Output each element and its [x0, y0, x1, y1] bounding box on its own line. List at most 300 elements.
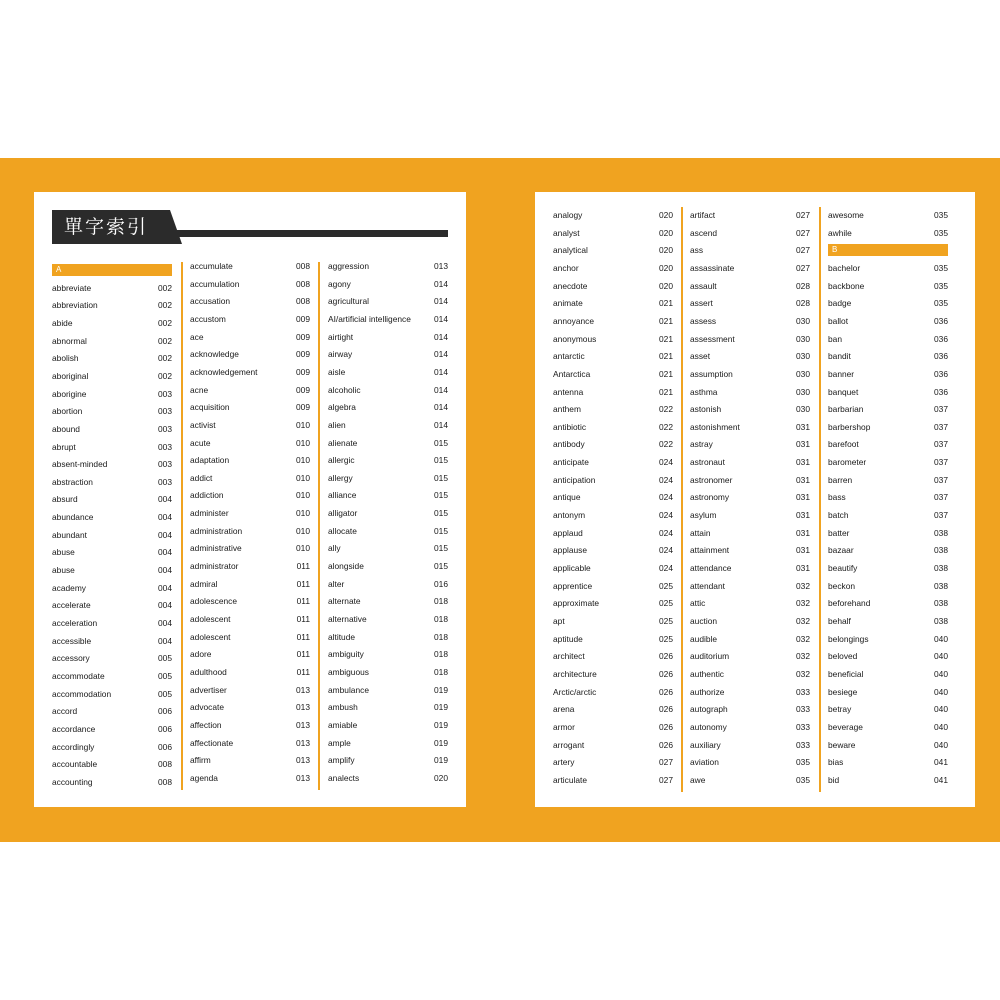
index-entry	[328, 664, 448, 680]
entry-page-number: 006	[158, 723, 172, 734]
index-entry	[690, 331, 810, 347]
entry-page-number: 024	[659, 527, 673, 538]
entry-word: activist	[190, 419, 216, 430]
entry-page-number: 014	[434, 366, 448, 377]
entry-word: assumption	[690, 368, 733, 379]
entry-word: bass	[828, 492, 846, 503]
index-entry	[828, 737, 948, 753]
entry-word: auxiliary	[690, 739, 721, 750]
index-entry	[690, 472, 810, 488]
index-entry	[553, 313, 673, 329]
index-entry	[328, 699, 448, 715]
entry-word: agony	[328, 278, 351, 289]
entry-word: antique	[553, 492, 581, 503]
entry-word: alcoholic	[328, 384, 361, 395]
entry-page-number: 011	[296, 561, 310, 572]
index-entry	[553, 472, 673, 488]
entry-word: astonish	[690, 404, 722, 415]
entry-word: attic	[690, 598, 706, 609]
entry-word: anchor	[553, 262, 579, 273]
entry-word: apt	[553, 615, 565, 626]
index-entry	[553, 578, 673, 594]
entry-page-number: 003	[158, 423, 172, 434]
index-entry	[190, 417, 310, 433]
entry-word: astronomer	[690, 474, 733, 485]
index-entry	[328, 311, 448, 327]
index-entry	[553, 454, 673, 470]
entry-page-number: 014	[434, 349, 448, 360]
index-entry	[690, 631, 810, 647]
entry-word: ace	[190, 331, 204, 342]
index-entry	[328, 593, 448, 609]
entry-page-number: 041	[934, 757, 948, 768]
entry-word: ambulance	[328, 684, 369, 695]
entry-page-number: 035	[796, 774, 810, 785]
entry-word: beware	[828, 739, 856, 750]
entry-page-number: 038	[934, 563, 948, 573]
entry-page-number: 036	[934, 351, 948, 362]
entry-page-number: 030	[796, 404, 810, 415]
index-entry	[690, 225, 810, 241]
index-entry	[553, 278, 673, 294]
index-entry	[190, 470, 310, 486]
index-entry	[690, 313, 810, 329]
entry-page-number: 035	[796, 757, 810, 768]
entry-page-number: 031	[796, 527, 810, 538]
index-entry	[828, 754, 948, 770]
entry-page-number: 009	[296, 384, 310, 395]
index-entry	[190, 735, 310, 751]
entry-page-number: 002	[158, 317, 172, 328]
entry-page-number: 002	[158, 335, 172, 346]
entry-page-number: 025	[659, 615, 673, 626]
entry-word: acceleration	[52, 618, 98, 628]
entry-word: antibiotic	[553, 421, 587, 432]
entry-word: affection	[190, 719, 222, 730]
entry-page-number: 013	[296, 772, 310, 783]
entry-word: autonomy	[690, 721, 727, 732]
entry-word: articulate	[553, 774, 587, 785]
entry-word: abortion	[52, 406, 83, 417]
entry-page-number: 005	[158, 653, 172, 664]
entry-word: abbreviation	[52, 300, 98, 311]
entry-page-number: 009	[296, 331, 310, 342]
entry-page-number: 014	[434, 278, 448, 289]
entry-word: analects	[328, 772, 360, 783]
entry-page-number: 026	[659, 739, 673, 750]
index-entry	[52, 333, 172, 349]
entry-word: airway	[328, 349, 353, 360]
index-entry	[190, 364, 310, 380]
entry-page-number: 013	[296, 737, 310, 748]
entry-word: authorize	[690, 686, 725, 697]
entry-page-number: 019	[434, 755, 448, 766]
entry-page-number: 018	[434, 666, 448, 677]
entry-word: abbreviate	[52, 282, 92, 293]
entry-page-number: 008	[158, 759, 172, 770]
index-entry	[828, 631, 948, 647]
index-entry	[553, 225, 673, 241]
entry-word: assault	[690, 280, 717, 291]
entry-page-number: 032	[796, 615, 810, 626]
index-entry	[553, 489, 673, 505]
entry-word: accustom	[190, 313, 226, 324]
index-entry	[328, 646, 448, 662]
entry-word: analogy	[553, 210, 583, 220]
index-entry	[52, 527, 172, 543]
entry-page-number: 002	[158, 353, 172, 364]
entry-word: antonym	[553, 510, 586, 521]
entry-page-number: 014	[434, 313, 448, 324]
index-entry	[190, 593, 310, 609]
entry-page-number: 011	[296, 649, 310, 660]
entry-word: aviation	[690, 757, 719, 768]
entry-word: ambiguity	[328, 649, 364, 660]
entry-page-number: 030	[796, 333, 810, 344]
entry-page-number: 015	[434, 525, 448, 536]
index-entry	[190, 329, 310, 345]
entry-word: accessory	[52, 653, 90, 664]
index-entry	[690, 295, 810, 311]
entry-page-number: 035	[934, 262, 948, 273]
index-entry	[690, 242, 810, 258]
column-divider	[681, 207, 683, 792]
index-entry	[328, 611, 448, 627]
index-entry	[690, 507, 810, 523]
index-entry	[553, 401, 673, 417]
index-entry	[190, 611, 310, 627]
entry-word: amiable	[328, 719, 358, 730]
index-entry	[52, 280, 172, 296]
index-entry	[553, 701, 673, 717]
index-entry	[52, 474, 172, 490]
entry-word: beverage	[828, 721, 863, 732]
entry-page-number: 009	[296, 402, 310, 413]
index-entry	[553, 366, 673, 382]
entry-word: badge	[828, 298, 852, 309]
entry-page-number: 027	[796, 210, 810, 220]
entry-word: adulthood	[190, 666, 227, 677]
index-entry	[328, 382, 448, 398]
entry-page-number: 035	[934, 210, 948, 220]
entry-page-number: 031	[796, 510, 810, 521]
entry-word: alternative	[328, 614, 367, 624]
entry-word: accelerate	[52, 600, 91, 611]
index-entry	[190, 576, 310, 592]
entry-word: astray	[690, 439, 713, 450]
entry-word: analytical	[553, 245, 588, 256]
index-entry	[690, 719, 810, 735]
index-entry	[828, 401, 948, 417]
entry-word: antibody	[553, 439, 585, 450]
entry-page-number: 032	[796, 633, 810, 644]
index-entry	[328, 735, 448, 751]
index-entry	[190, 293, 310, 309]
entry-word: analyst	[553, 227, 580, 238]
entry-page-number: 020	[659, 262, 673, 273]
entry-page-number: 004	[158, 529, 172, 540]
entry-word: apprentice	[553, 580, 593, 591]
index-entry	[553, 348, 673, 364]
index-entry	[553, 507, 673, 523]
entry-word: accumulate	[190, 261, 233, 271]
index-entry	[52, 386, 172, 402]
entry-page-number: 027	[659, 757, 673, 768]
index-entry	[690, 260, 810, 276]
index-entry	[190, 540, 310, 556]
entry-word: alienate	[328, 437, 358, 448]
entry-word: agenda	[190, 772, 218, 783]
index-entry	[828, 384, 948, 400]
entry-word: barbershop	[828, 421, 871, 432]
entry-page-number: 027	[796, 262, 810, 273]
index-entry	[328, 629, 448, 645]
entry-page-number: 024	[659, 492, 673, 503]
entry-page-number: 032	[796, 598, 810, 609]
index-entry	[328, 258, 448, 274]
entry-word: applicable	[553, 563, 591, 573]
entry-word: affirm	[190, 755, 211, 766]
index-entry	[190, 682, 310, 698]
index-entry	[52, 721, 172, 737]
entry-word: adolescent	[190, 631, 231, 642]
index-entry	[52, 403, 172, 419]
index-entry	[553, 737, 673, 753]
index-entry	[690, 207, 810, 223]
right-index-page	[535, 192, 975, 807]
entry-word: addict	[190, 472, 213, 483]
entry-word: beneficial	[828, 668, 864, 679]
entry-word: antenna	[553, 386, 584, 397]
entry-word: alliance	[328, 490, 357, 501]
index-entry	[190, 752, 310, 768]
index-entry	[828, 542, 948, 558]
entry-page-number: 014	[434, 402, 448, 413]
entry-word: abnormal	[52, 335, 87, 346]
entry-page-number: 036	[934, 386, 948, 397]
entry-word: accordingly	[52, 741, 95, 752]
entry-word: auditorium	[690, 651, 730, 662]
entry-word: architect	[553, 651, 585, 662]
entry-word: approximate	[553, 598, 600, 609]
index-entry	[553, 648, 673, 664]
entry-page-number: 037	[934, 492, 948, 503]
entry-page-number: 004	[158, 547, 172, 558]
index-entry	[52, 509, 172, 525]
entry-word: ambiguous	[328, 666, 369, 677]
entry-page-number: 011	[296, 614, 310, 624]
entry-page-number: 009	[296, 313, 310, 324]
entry-page-number: 010	[296, 490, 310, 501]
index-entry	[328, 399, 448, 415]
entry-page-number: 031	[796, 421, 810, 432]
entry-page-number: 035	[934, 227, 948, 238]
index-entry	[190, 699, 310, 715]
entry-word: ascend	[690, 227, 718, 238]
index-entry	[52, 580, 172, 596]
entry-page-number: 018	[434, 614, 448, 624]
entry-word: behalf	[828, 615, 851, 626]
index-entry	[553, 295, 673, 311]
entry-word: altitude	[328, 631, 356, 642]
index-entry	[828, 472, 948, 488]
entry-page-number: 026	[659, 721, 673, 732]
entry-page-number: 040	[934, 633, 948, 644]
entry-word: abuse	[52, 547, 75, 558]
index-entry	[52, 756, 172, 772]
entry-word: auction	[690, 615, 718, 626]
index-entry	[690, 348, 810, 364]
index-entry	[328, 346, 448, 362]
entry-word: ally	[328, 543, 341, 554]
entry-page-number: 013	[296, 719, 310, 730]
entry-page-number: 015	[434, 437, 448, 448]
entry-word: assert	[690, 298, 713, 309]
entry-word: beforehand	[828, 598, 871, 609]
entry-word: ample	[328, 737, 351, 748]
entry-page-number: 004	[158, 494, 172, 505]
entry-word: aboriginal	[52, 370, 89, 381]
entry-page-number: 015	[434, 490, 448, 501]
index-entry	[690, 542, 810, 558]
index-entry	[553, 525, 673, 541]
entry-word: abrupt	[52, 441, 76, 452]
entry-page-number: 041	[934, 774, 948, 785]
entry-word: attain	[690, 527, 711, 538]
entry-page-number: 026	[659, 651, 673, 662]
index-entry	[52, 544, 172, 560]
entry-page-number: 031	[796, 492, 810, 503]
entry-page-number: 004	[158, 582, 172, 593]
index-entry	[190, 311, 310, 327]
entry-word: anthem	[553, 404, 581, 415]
entry-word: absent-minded	[52, 459, 108, 470]
index-entry	[190, 258, 310, 274]
index-entry	[52, 368, 172, 384]
entry-word: academy	[52, 582, 86, 593]
index-entry	[328, 576, 448, 592]
entry-word: airtight	[328, 331, 354, 342]
entry-page-number: 006	[158, 706, 172, 717]
entry-word: advocate	[190, 702, 224, 713]
entry-word: banquet	[828, 386, 859, 397]
index-entry	[690, 595, 810, 611]
entry-page-number: 003	[158, 441, 172, 452]
entry-page-number: 036	[934, 368, 948, 379]
index-entry	[52, 562, 172, 578]
entry-page-number: 018	[434, 596, 448, 607]
entry-page-number: 010	[296, 543, 310, 554]
entry-word: beckon	[828, 580, 856, 591]
index-entry	[190, 346, 310, 362]
entry-page-number: 025	[659, 633, 673, 644]
entry-page-number: 026	[659, 668, 673, 679]
entry-word: ban	[828, 333, 842, 344]
entry-page-number: 005	[158, 670, 172, 681]
entry-word: artery	[553, 757, 575, 768]
entry-word: barefoot	[828, 439, 859, 450]
index-entry	[52, 491, 172, 507]
index-entry	[553, 331, 673, 347]
entry-word: awesome	[828, 210, 864, 220]
entry-word: anecdote	[553, 280, 588, 291]
entry-word: advertiser	[190, 684, 227, 695]
entry-word: assassinate	[690, 262, 735, 273]
entry-page-number: 027	[796, 245, 810, 256]
entry-page-number: 024	[659, 457, 673, 468]
entry-page-number: 022	[659, 421, 673, 432]
index-entry	[553, 560, 673, 576]
index-entry	[690, 613, 810, 629]
entry-page-number: 014	[434, 419, 448, 430]
index-entry	[553, 684, 673, 700]
entry-word: batter	[828, 527, 850, 538]
entry-word: bazaar	[828, 545, 854, 556]
index-entry	[690, 454, 810, 470]
index-entry	[328, 470, 448, 486]
index-entry	[52, 315, 172, 331]
entry-page-number: 026	[659, 704, 673, 715]
entry-page-number: 003	[158, 388, 172, 399]
entry-word: arena	[553, 704, 575, 715]
index-entry	[828, 331, 948, 347]
entry-page-number: 032	[796, 580, 810, 591]
entry-page-number: 013	[296, 702, 310, 713]
entry-page-number: 033	[796, 704, 810, 715]
index-entry	[328, 364, 448, 380]
entry-page-number: 021	[659, 333, 673, 344]
entry-word: acquisition	[190, 402, 230, 413]
index-entry	[828, 348, 948, 364]
entry-word: ambush	[328, 702, 358, 713]
entry-word: autograph	[690, 704, 728, 715]
entry-word: banner	[828, 368, 855, 379]
index-entry	[52, 633, 172, 649]
entry-word: architecture	[553, 668, 597, 679]
entry-page-number: 021	[659, 368, 673, 379]
entry-page-number: 037	[934, 404, 948, 415]
entry-page-number: 009	[296, 349, 310, 360]
index-entry	[553, 242, 673, 258]
entry-word: adolescent	[190, 614, 231, 624]
index-entry	[828, 278, 948, 294]
entry-page-number: 014	[434, 296, 448, 307]
entry-page-number: 026	[659, 686, 673, 697]
entry-word: administer	[190, 508, 229, 519]
index-entry	[190, 399, 310, 415]
entry-page-number: 040	[934, 739, 948, 750]
index-entry	[690, 489, 810, 505]
entry-page-number: 010	[296, 455, 310, 466]
entry-page-number: 032	[796, 651, 810, 662]
index-entry	[553, 542, 673, 558]
index-entry	[52, 350, 172, 366]
index-entry	[553, 719, 673, 735]
index-entry	[690, 366, 810, 382]
entry-page-number: 020	[659, 210, 673, 220]
index-entry	[328, 329, 448, 345]
index-entry	[828, 207, 948, 223]
entry-page-number: 037	[934, 474, 948, 485]
entry-page-number: 015	[434, 543, 448, 554]
index-entry	[328, 523, 448, 539]
entry-page-number: 036	[934, 333, 948, 344]
entry-word: besiege	[828, 686, 858, 697]
entry-word: Antarctica	[553, 368, 591, 379]
index-entry	[190, 558, 310, 574]
entry-word: acne	[190, 384, 209, 395]
entry-page-number: 030	[796, 315, 810, 326]
